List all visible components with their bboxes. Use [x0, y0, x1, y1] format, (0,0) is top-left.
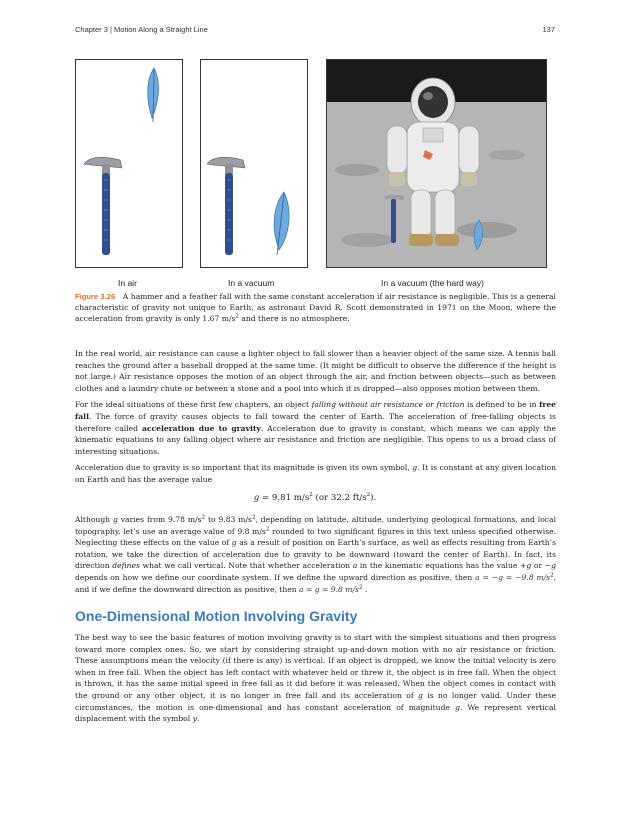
- hammer-icon: [84, 157, 122, 255]
- paragraph-g-symbol: Acceleration due to gravity is so important that its magnitude is given its own symbol, g. It is constant at any given location on Earth and has the average value: [75, 463, 557, 484]
- panel-caption-in-air: In air: [118, 278, 137, 288]
- panel-caption-hard-way: In a vacuum (the hard way): [381, 278, 484, 288]
- panel-caption-in-vacuum: In a vacuum: [228, 278, 275, 288]
- equation-g-value: g = 9.81 $m/s^2$ (or 32.2 $ft/s^2$).: [253, 492, 377, 503]
- section-heading: One-Dimensional Motion Involving Gravity: [75, 608, 358, 624]
- body-text-upper: [75, 348, 556, 491]
- figure-caption: Figure 3.26 A hammer and a feather fall with the same constant acceleration if air resistance is negligible. This is a general characteristic of gravity not unique to Earth, as astronaut David R. Scott demonstrated in 1971 on the Moon, where the acceleration from gravity is only 1.67 $m/s^2$ and there is no atmosphere.: [75, 292, 556, 324]
- paragraph-1d-motion: The best way to see the basic features of motion involving gravity is to start with the simplest situations and then progress toward more complex ones. So, we start by considering straight up-and-down motion with no air resistance or friction. These assumptions mean the velocity (if there is any) is vertical. If an object is dropped, we know the initial velocity is zero when in free fall. When the object has left contact with whatever held or threw it, the object is in free fall. When the object is thrown, it has the same initial speed in free fall as it did before it was released. When the object comes in contact with the ground or any other object, it is no longer in free fall and its acceleration of g is no longer valid. Under these circumstances, the motion is one-dimensional and has constant acceleration of magnitude g. We represent vertical displacement with the symbol y.: [75, 633, 556, 724]
- hammer-icon: [207, 157, 245, 255]
- page-number: 137: [542, 25, 555, 34]
- body-text-middle: [75, 514, 556, 600]
- body-text-lower: [75, 632, 556, 730]
- paragraph-g-variation: Although g varies from 9.78 $m/s^2$ to 9.83 $m/s^2$, depending on latitude, altitude, underlying geological formations, and local topography, let’s use an average value of 9.8 $m/s^2$ rounded to two significant figures in this text unless specified otherwise. Neglecting these effects on the value of g as a result of position on Earth’s surface, as well as effects resulting from Earth’s rotation, we take the direction of acceleration due to gravity to be downward (toward the center of Earth). In fact, its direction defines what we call vertical. Note that whether acceleration a in the kinematic equations has the value +g or −g depends on how we define our coordinate system. If we define the upward direction as positive, then a = −g = −9.8 $m/s^2$, and if we define the downward direction as positive, then a = g = 9.8 $m/s^2$ .: [75, 514, 556, 594]
- paragraph-air-resistance: In the real world, air resistance can cause a lighter object to fall slower than a heavier object of the same size. A tennis ball reaches the ground after a baseball dropped at the same time. (It might be difficult to observe the difference if the height is not large.) Air resistance opposes the motion of an object through the air, and friction between objects—such as between clothes and a laundry chute or between a stone and a pool into which it is dropped—also opposes motion between them.: [75, 349, 556, 393]
- figure-label: Figure 3.26: [75, 292, 116, 301]
- figure-panel-moon-astronaut: [326, 59, 547, 268]
- figure-panel-in-vacuum: [200, 59, 308, 268]
- figure-panel-in-air: [75, 59, 183, 268]
- paragraph-free-fall: For the ideal situations of these first few chapters, an object falling without air resistance or friction is defined to be in free fall. The force of gravity causes objects to fall toward the center of Earth. The acceleration of free-falling objects is therefore called acceleration due to gravity. Acceleration due to gravity is constant, which means we can apply the kinematic equations to any falling object where air resistance and friction are negligible. This opens to us a broad class of interesting situations.: [75, 400, 557, 456]
- running-header: Chapter 3 | Motion Along a Straight Line: [75, 25, 208, 34]
- feather-icon: [148, 68, 159, 122]
- feather-icon: [274, 192, 289, 255]
